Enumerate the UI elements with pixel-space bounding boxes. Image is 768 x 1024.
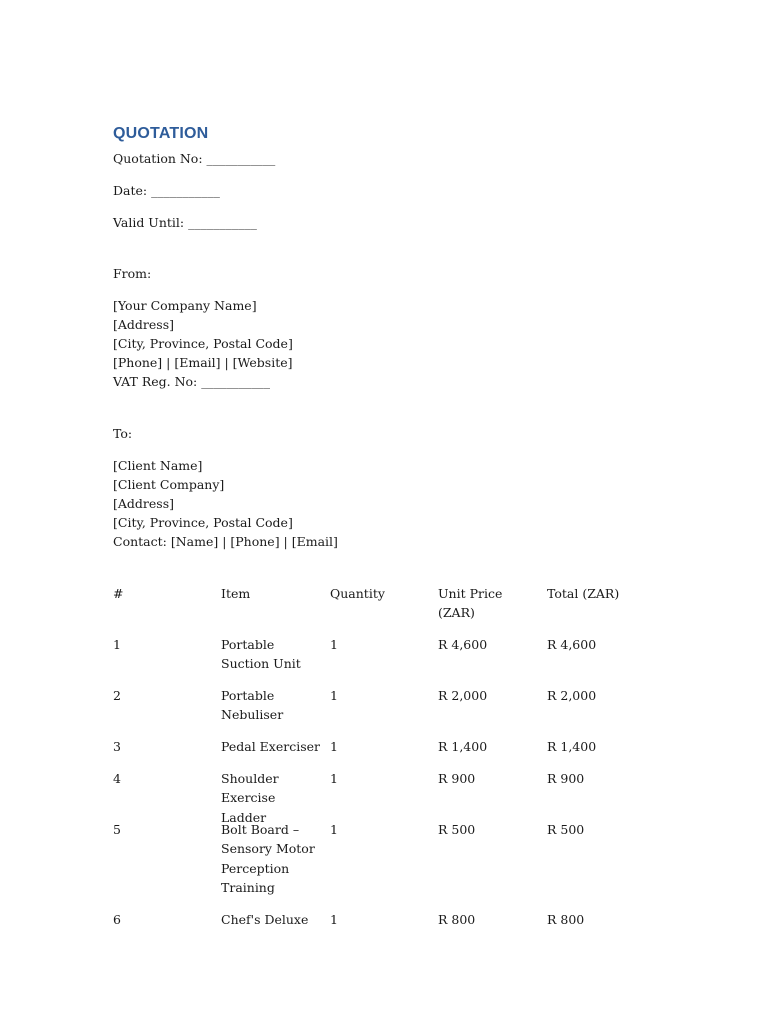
row-number: 1 <box>113 637 121 652</box>
to-client-company: [Client Company] <box>113 477 225 492</box>
row-quantity: 1 <box>330 771 338 786</box>
from-vat: VAT Reg. No: ___________ <box>113 374 270 389</box>
row-quantity: 1 <box>330 739 338 754</box>
header-total: Total (ZAR) <box>547 586 620 601</box>
to-label: To: <box>113 426 133 441</box>
to-client-name: [Client Name] <box>113 458 203 473</box>
row-item: Portable Suction Unit <box>221 637 301 672</box>
row-total: R 500 <box>547 822 585 837</box>
from-address: [Address] <box>113 317 174 332</box>
row-item: Bolt Board – Sensory Motor Perception Training <box>221 822 315 895</box>
row-item: Chef's Deluxe <box>221 912 309 927</box>
row-item: Pedal Exerciser <box>221 739 321 754</box>
to-city: [City, Province, Postal Code] <box>113 515 293 530</box>
header-quantity: Quantity <box>330 586 385 601</box>
row-unit-price: R 2,000 <box>438 688 488 703</box>
row-number: 4 <box>113 771 121 786</box>
row-unit-price: R 800 <box>438 912 476 927</box>
row-total: R 4,600 <box>547 637 597 652</box>
document-title: QUOTATION <box>113 125 209 142</box>
from-contact: [Phone] | [Email] | [Website] <box>113 355 293 370</box>
row-quantity: 1 <box>330 688 338 703</box>
row-total: R 800 <box>547 912 585 927</box>
row-item: Portable Nebuliser <box>221 688 284 723</box>
row-item: Shoulder Exercise Ladder <box>221 771 279 825</box>
to-address: [Address] <box>113 496 174 511</box>
row-total: R 900 <box>547 771 585 786</box>
valid-until: Valid Until: ___________ <box>113 215 257 230</box>
row-unit-price: R 900 <box>438 771 476 786</box>
row-quantity: 1 <box>330 822 338 837</box>
row-total: R 2,000 <box>547 688 597 703</box>
row-number: 6 <box>113 912 121 927</box>
row-unit-price: R 500 <box>438 822 476 837</box>
row-number: 5 <box>113 822 121 837</box>
header-number: # <box>113 586 124 601</box>
row-quantity: 1 <box>330 637 338 652</box>
row-number: 2 <box>113 688 121 703</box>
from-city: [City, Province, Postal Code] <box>113 336 293 351</box>
from-label: From: <box>113 266 152 281</box>
row-unit-price: R 4,600 <box>438 637 488 652</box>
row-number: 3 <box>113 739 121 754</box>
quotation-number: Quotation No: ___________ <box>113 151 276 166</box>
header-unit-price: Unit Price (ZAR) <box>438 586 503 621</box>
quotation-date: Date: ___________ <box>113 183 220 198</box>
row-quantity: 1 <box>330 912 338 927</box>
header-item: Item <box>221 586 251 601</box>
to-contact: Contact: [Name] | [Phone] | [Email] <box>113 534 338 549</box>
from-company-name: [Your Company Name] <box>113 298 257 313</box>
row-unit-price: R 1,400 <box>438 739 488 754</box>
row-total: R 1,400 <box>547 739 597 754</box>
